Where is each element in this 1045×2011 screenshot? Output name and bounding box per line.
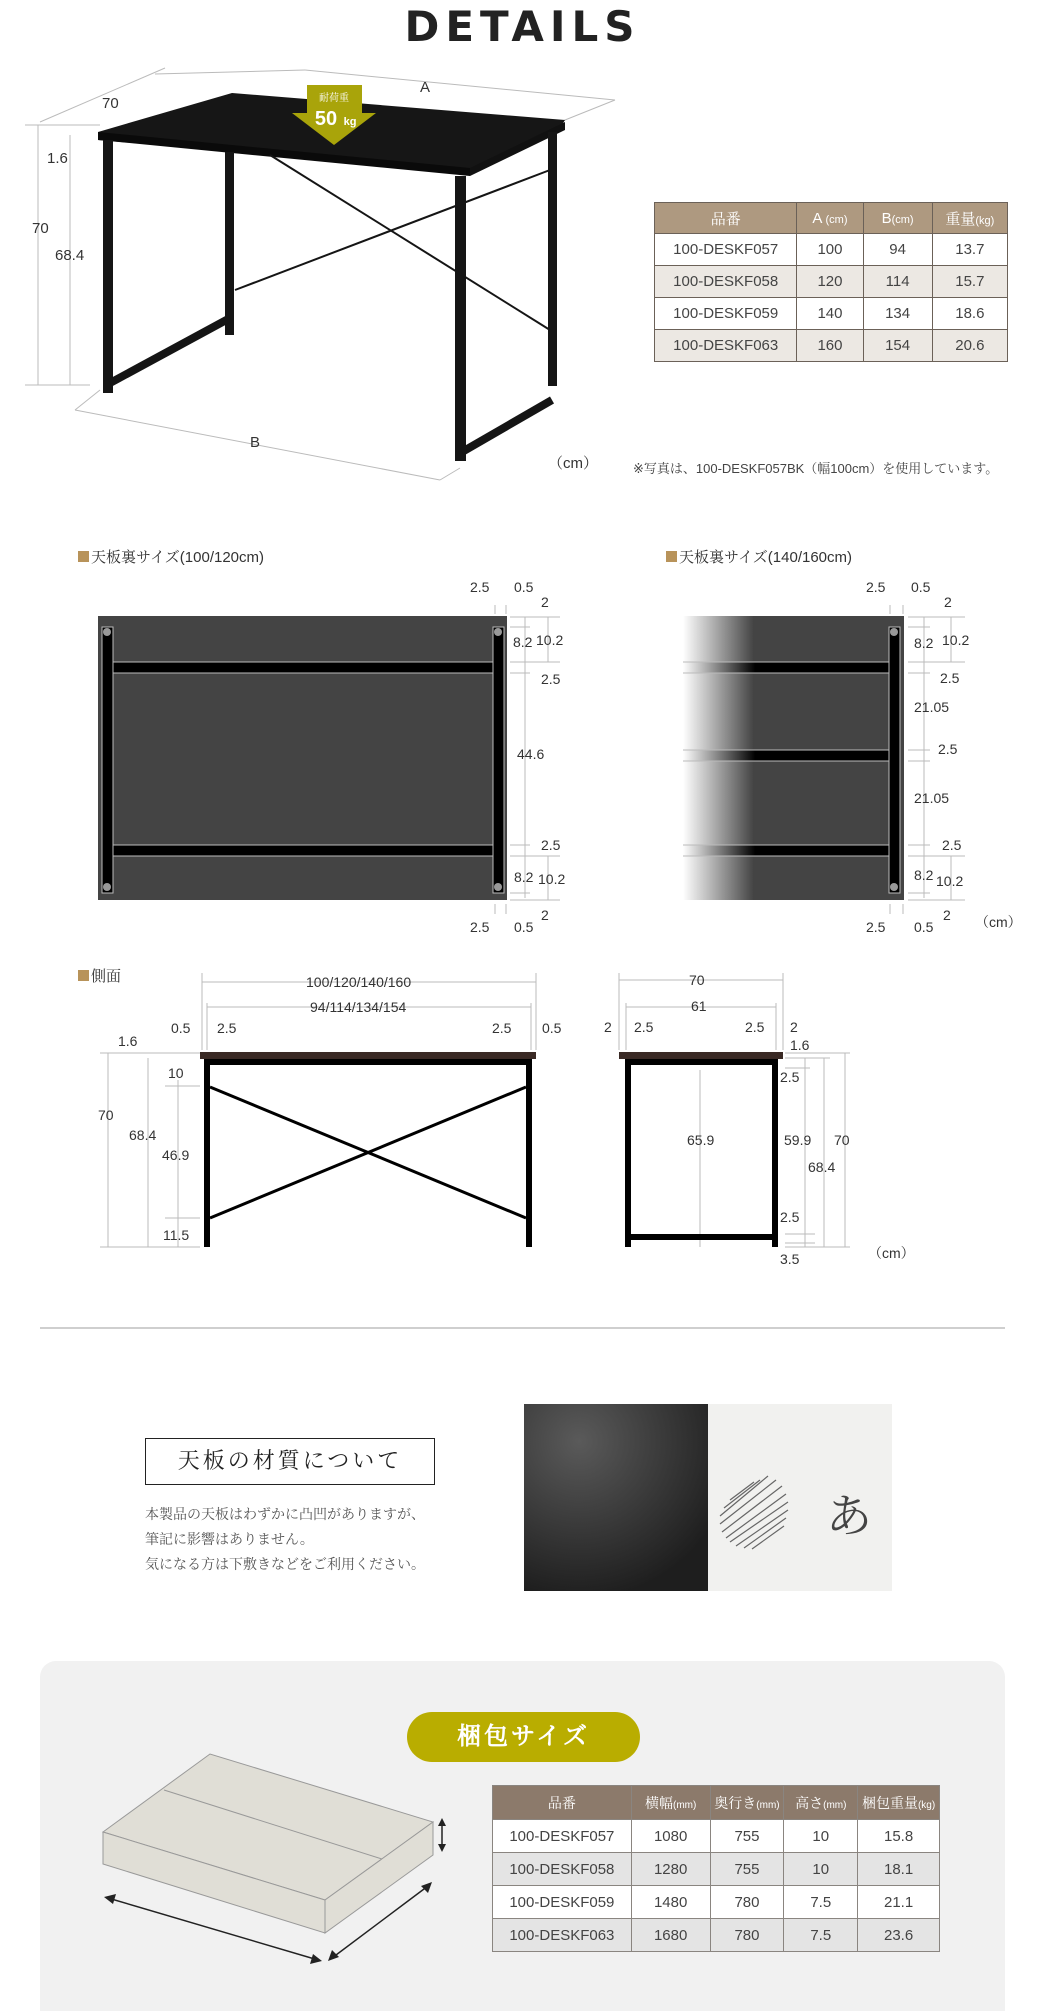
dim-label: 1.6 [790,1037,810,1053]
dim-label: 0.5 [914,919,934,935]
table-row: 100-DESKF057 1080 755 10 15.8 [493,1820,940,1853]
dim-label: 0.5 [514,919,534,935]
dim-label: 2 [604,1019,612,1035]
dim-label: 10.2 [536,632,564,648]
col-a: A (cm) [797,203,863,234]
side-view-label: 側面 [78,965,121,986]
dim-label: 70 [689,972,705,988]
dim-label: 2.5 [866,579,886,595]
table-row: 100-DESKF063 160 154 20.6 [655,330,1008,362]
dim-label: 65.9 [687,1132,715,1148]
dim-depth: 70 [102,95,119,112]
dim-label: 10.2 [538,871,566,887]
dim-label: 2.5 [780,1069,800,1085]
dim-label: 2.5 [780,1209,800,1225]
dim-label: 8.2 [513,634,533,650]
dim-label: 3.5 [780,1251,800,1267]
dim-label: 2 [944,594,952,610]
dim-label: 21.05 [914,699,950,715]
dim-label: 2.5 [492,1020,512,1036]
dim-label: 21.05 [914,790,950,806]
material-heading: 天板の材質について [145,1438,435,1485]
col-b: B(cm) [863,203,932,234]
dim-label: 2.5 [938,741,958,757]
dim-label: 8.2 [914,867,934,883]
col-model: 品番 [655,203,797,234]
dim-label: 2.5 [940,670,960,686]
table-row: 100-DESKF059 1480 780 7.5 21.1 [493,1886,940,1919]
load-label: 耐荷重 [319,93,349,104]
packaging-table: 品番 横幅(mm) 奥行き(mm) 高さ(mm) 梱包重量(kg) 100-DESKF057 1080 755 10 15.8 100-DESKF058 1280 755 10 18.1 100-DESKF059 1480 780 7.5 21.1 100-DESKF063 1680 780 7.5 23.6 [492,1785,940,1952]
dim-label: 2.5 [866,919,886,935]
dim-label: 94/114/134/154 [310,999,407,1015]
photo-note: ※写真は、100-DESKF057BK（幅100cm）を使用しています。 [633,461,999,476]
dim-label: 68.4 [808,1159,836,1175]
dim-label: 11.5 [163,1227,190,1243]
table-row: 100-DESKF057 100 94 13.7 [655,234,1008,266]
unit-label: （cm） [975,914,1022,930]
dim-label: 2.5 [634,1019,654,1035]
dim-label: 0.5 [542,1020,562,1036]
dim-label: 2.5 [745,1019,765,1035]
table-row: 100-DESKF059 140 134 18.6 [655,298,1008,330]
dim-label: 8.2 [514,869,534,885]
dim-label: 10.2 [936,873,964,889]
table-row: 100-DESKF058 1280 755 10 18.1 [493,1853,940,1886]
dim-label: 2.5 [470,919,490,935]
material-description: 本製品の天板はわずかに凸凹がありますが、 筆記に影響はありません。 気になる方は下敷きなどをご利用ください。 [145,1506,425,1572]
dim-label: 2.5 [470,579,490,595]
dim-height: 70 [32,220,49,237]
dim-label: 2.5 [541,837,561,853]
dim-label: 2.5 [541,671,561,687]
dim-top-thickness: 1.6 [47,150,68,167]
table-row: 100-DESKF058 120 114 15.7 [655,266,1008,298]
dim-a: A [420,79,431,96]
col-weight: 重量(kg) [932,203,1007,234]
dim-label: 2.5 [942,837,962,853]
dim-under-height: 68.4 [55,247,85,264]
dim-label: 0.5 [171,1020,191,1036]
dim-label: 2.5 [217,1020,237,1036]
dim-label: 10 [168,1065,184,1081]
dim-label: 2 [790,1019,798,1035]
dim-label: 70 [834,1132,850,1148]
dim-label: 44.6 [517,746,545,762]
dim-b: B [250,434,261,451]
dim-label: 68.4 [129,1127,157,1143]
unit-label: （cm） [548,455,598,472]
dim-label: 0.5 [911,579,931,595]
dim-label: 2 [541,907,549,923]
dim-label: 10.2 [942,632,970,648]
dim-label: 1.6 [118,1033,138,1049]
dim-label: 8.2 [914,635,934,651]
underside-small-label: 天板裏サイズ(100/120cm) [78,546,264,567]
dim-label: 2 [943,907,951,923]
underside-large-label: 天板裏サイズ(140/160cm) [666,546,852,567]
dim-label: 46.9 [162,1147,190,1163]
dim-label: 2 [541,594,549,610]
page-title: DETAILS [404,2,641,51]
load-unit: kg [343,116,357,128]
sample-char: あ [826,1490,872,1542]
load-value: 50 [314,108,338,130]
dim-label: 59.9 [784,1132,812,1148]
dim-label: 100/120/140/160 [306,974,412,990]
table-row: 100-DESKF063 1680 780 7.5 23.6 [493,1919,940,1952]
unit-label: （cm） [868,1245,915,1261]
dim-label: 61 [691,998,707,1014]
dim-label: 70 [98,1107,114,1123]
packaging-heading: 梱包サイズ [407,1712,640,1762]
dim-label: 0.5 [514,579,534,595]
